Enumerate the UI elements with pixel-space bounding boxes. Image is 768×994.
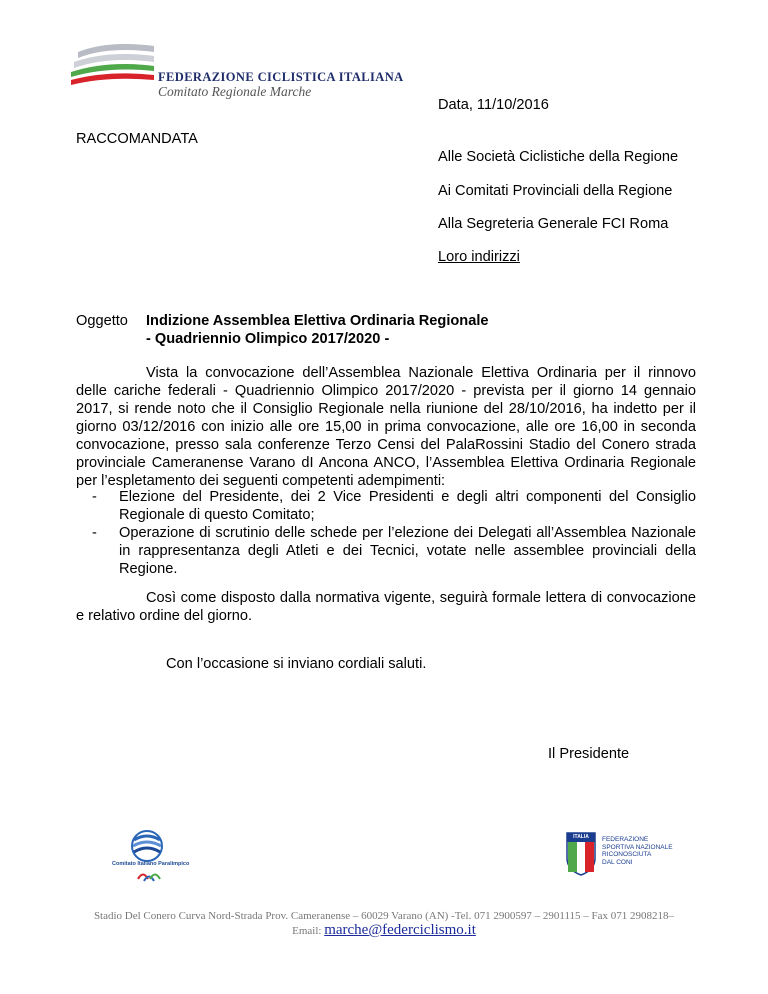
cip-logo — [112, 828, 190, 895]
subject-title — [146, 312, 566, 348]
footer-email-link[interactable]: marche@federciclismo.it — [324, 922, 476, 938]
raccomandata-label: RACCOMANDATA — [76, 131, 198, 147]
subject-line-2: - Quadriennio Olimpico 2017/2020 - — [146, 331, 390, 347]
list-item-text: Elezione del Presidente, dei 2 Vice Presidenti e degli altri componenti del Consiglio Regionale di questo Comitato; — [119, 489, 696, 523]
italia-badge-text: ITALIA — [573, 834, 589, 840]
list-item: - Operazione di scrutinio delle schede per l’elezione dei Delegati all’Assemblea Nazionale in rappresentanza degli Atleti e dei Tecnici, votate nelle assemblee provinciali della Regione. — [92, 525, 696, 577]
body-paragraph-1-text: Vista la convocazione dell’Assemblea Nazionale Elettiva Ordinaria per il rinnovo delle cariche federali - Quadriennio Olimpico 2017/2020 - prevista per il giorno 14 gennaio 2017, si rende noto che il Consiglio Regionale nella riunione del 28/10/2016, ha indetto per il giorno 03/12/2016 con inizio alle ore 15,00 in prima convocazione, alle ore 16,00 in seconda convocazione, presso sala conferenze Terzo Censi del PalaRossini Stadio del Conero strada provinciale Cameranense Varano dI Ancona ANCO, l’Assemblea Elettiva Ordinaria Regionale per l’espletamento dei seguenti competenti adempimenti: — [76, 365, 696, 489]
fsn-logo — [566, 832, 673, 881]
body-paragraph-1 — [76, 364, 696, 490]
cip-logo-text: Comitato Italiano Paralimpico — [112, 861, 190, 867]
list-item-text: Operazione di scrutinio delle schede per l’elezione dei Delegati all’Assemblea Nazionale in rappresentanza degli Atleti e dei Tecnici, votate nelle assemblee provinciali della Regione. — [119, 525, 696, 577]
greeting: Con l’occasione si inviano cordiali saluti. — [166, 656, 427, 672]
subject-label: Oggetto — [76, 313, 128, 329]
recipient-line: Ai Comitati Provinciali della Regione — [438, 183, 673, 199]
fsn-logo-line: FEDERAZIONE — [602, 836, 649, 843]
fsn-logo-line: SPORTIVA NAZIONALE — [602, 843, 673, 851]
org-subtitle: Comitato Regionale Marche — [158, 84, 312, 99]
signature-title: Il Presidente — [548, 746, 630, 762]
footer-address: Stadio Del Conero Curva Nord-Strada Prov. Cameranense – 60029 Varano (AN) -Tel. 071 2900597 – 2901115 – Fax 071 2908218– — [93, 910, 675, 922]
recipient-line: Alle Società Ciclistiche della Regione — [438, 149, 679, 165]
fsn-logo-line: RICONOSCIUTA — [602, 851, 652, 858]
footer-email-line — [0, 922, 768, 939]
body-paragraph-2-text: Così come disposto dalla normativa vigente, seguirà formale lettera di convocazione e relativo ordine del giorno. — [76, 590, 696, 624]
duties-list — [76, 488, 696, 578]
recipient-line: Loro indirizzi — [438, 249, 520, 265]
fsn-logo-line: DAL CONI — [602, 858, 633, 866]
cip-emblem-icon — [112, 828, 190, 890]
body-paragraph-2 — [76, 589, 696, 625]
recipient-line: Alla Segreteria Generale FCI Roma — [438, 216, 669, 232]
org-name: FEDERAZIONE CICLISTICA ITALIANA — [158, 70, 404, 84]
fci-logo — [68, 38, 158, 86]
subject-line-1: Indizione Assemblea Elettiva Ordinaria Regionale — [146, 313, 489, 329]
footer-email-label: Email: — [292, 925, 322, 937]
letter-date: Data, 11/10/2016 — [438, 97, 549, 113]
list-item: - Elezione del Presidente, dei 2 Vice Presidenti e degli altri componenti del Consiglio Regionale di questo Comitato; — [92, 489, 696, 523]
